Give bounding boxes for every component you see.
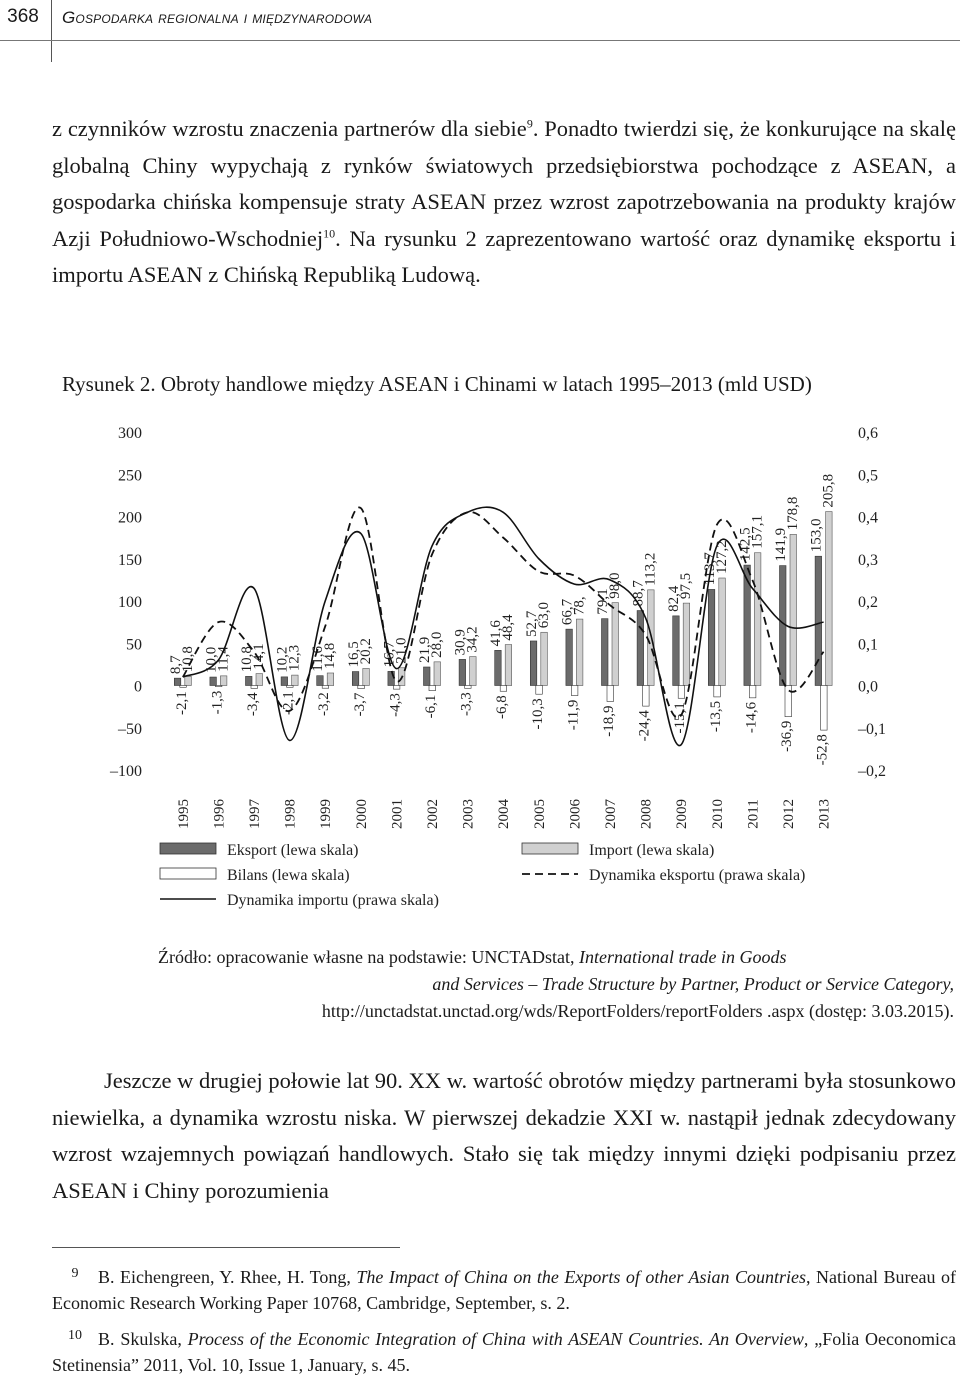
balance-bar	[678, 686, 685, 699]
export-data-label: 16,5	[345, 641, 362, 668]
export-bar	[530, 641, 537, 686]
footnote-title: Process of the Economic Integration of China with ASEAN Countries. An Overview	[187, 1329, 804, 1349]
balance-bar	[714, 686, 721, 697]
left-axis-tick-label: –50	[118, 720, 142, 738]
right-axis-tick-label: 0,5	[858, 467, 878, 485]
category-label: 2002	[425, 799, 441, 829]
balance-data-label: -2,1	[280, 691, 297, 716]
export-data-label: 30,9	[452, 629, 469, 656]
export-data-label: 16,7	[381, 641, 398, 668]
balance-bar	[607, 686, 614, 702]
balance-data-label: -3,2	[316, 692, 333, 716]
balance-data-label: -3,7	[351, 692, 368, 717]
balance-data-label: -36,9	[779, 720, 795, 752]
export-bar	[317, 676, 324, 686]
balance-bar	[429, 686, 436, 691]
right-axis-tick-label: 0,1	[858, 636, 878, 654]
left-axis-tick-label: 100	[118, 594, 142, 611]
import-bar	[327, 673, 334, 686]
footnote-text: B. Skulska,	[98, 1329, 188, 1349]
export-bar	[673, 616, 680, 686]
import-bar	[292, 675, 299, 685]
category-label: 2008	[638, 799, 655, 829]
source-title: International trade in Goods	[578, 947, 787, 967]
balance-bar	[358, 686, 365, 689]
balance-bar	[500, 686, 507, 692]
import-data-label: 98,0	[607, 572, 623, 599]
import-bar	[826, 512, 833, 686]
export-bar	[352, 672, 359, 686]
source-title-cont: and Services – Trade Structure by Partner, Product or Service Category,	[432, 974, 954, 994]
category-label: 1999	[318, 799, 335, 829]
left-axis-tick-label: 250	[118, 467, 142, 485]
balance-data-label: -18,9	[601, 705, 617, 737]
balance-data-label: -4,3	[387, 693, 404, 717]
category-label: 2005	[531, 799, 548, 829]
import-data-label: 28,0	[429, 631, 445, 658]
text-span: . Ponadto twierdzi się, że konkurujące na skalę globalną Chiny wypychają z rynków światowych przedsiębiorstwa pochodzące z ASEAN, a gospodarka chińska kompensuje straty ASEAN przez wzrost zapotrzebowania na produkty krajów Azji Południowo-Wschodniej	[52, 116, 957, 251]
running-title: Gospodarka regionalna i międzynarodowa	[62, 8, 373, 27]
import-data-label: 63,0	[535, 602, 552, 629]
import-bar	[576, 619, 583, 685]
header-rule	[0, 40, 960, 41]
export-data-label: 88,7	[630, 580, 647, 607]
export-data-label: 21,9	[417, 636, 433, 663]
category-label: 2010	[709, 799, 726, 829]
category-label: 2011	[745, 799, 762, 829]
import-bar	[541, 632, 548, 685]
export-data-label: 52,7	[523, 610, 540, 637]
balance-data-label: -6,1	[423, 694, 439, 719]
export-data-label: 10,8	[239, 646, 255, 673]
legend-label: Eksport (lewa skala)	[227, 842, 359, 859]
figure-source	[158, 944, 954, 1025]
import-bar	[470, 657, 477, 686]
export-bar	[566, 629, 573, 685]
import-data-label: 48,4	[500, 614, 517, 641]
right-axis-tick-label: 0,3	[858, 551, 878, 569]
page-number: 368	[7, 6, 39, 27]
legend-label: Import (lewa skala)	[589, 842, 715, 859]
balance-bar	[287, 686, 294, 688]
legend-swatch	[522, 843, 578, 854]
balance-data-label: -52,8	[814, 734, 831, 766]
text-span: . Na rysunku 2 zaprezentowano wartość oraz dynamikę eksportu i importu ASEAN z Chińską Republiką Ludową.	[52, 225, 956, 287]
footnote-ref[interactable]: 9	[526, 116, 533, 131]
export-data-label: 79,1	[595, 588, 611, 615]
header-vertical-rule	[51, 0, 52, 62]
export-data-label: 153,0	[808, 518, 825, 553]
balance-data-label: -11,9	[565, 699, 582, 731]
balance-bar	[571, 686, 578, 696]
balance-data-label: -14,6	[743, 701, 760, 734]
category-label: 1995	[175, 799, 192, 829]
right-axis-tick-label: –0,2	[858, 763, 886, 780]
export-data-label: 11,6	[310, 645, 327, 672]
footnote-number: 10	[68, 1328, 82, 1343]
export-bar	[281, 677, 288, 686]
footnote-10	[52, 1326, 956, 1378]
import-bar	[754, 553, 761, 686]
category-label: 2012	[781, 799, 797, 829]
import-data-label: 205,8	[820, 473, 837, 508]
export-bar	[815, 556, 822, 685]
legend-label: Dynamika eksportu (prawa skala)	[589, 867, 806, 884]
import-data-label: 14,1	[251, 643, 267, 670]
export-bar	[708, 589, 715, 685]
balance-data-label: -1,3	[209, 690, 226, 715]
import-data-label: 10,8	[179, 646, 196, 673]
balance-data-label: -3,4	[245, 692, 261, 717]
export-bar	[174, 678, 181, 685]
export-bar	[424, 667, 431, 686]
balance-bar	[215, 686, 222, 687]
import-data-label: 78,	[571, 596, 588, 616]
body-paragraph-1	[52, 111, 956, 294]
trade-chart	[0, 415, 960, 915]
balance-bar	[393, 686, 400, 690]
balance-data-label: -2,1	[173, 691, 190, 716]
import-data-label: 157,1	[749, 515, 766, 549]
balance-bar	[643, 686, 650, 707]
export-data-label: 8,7	[167, 655, 184, 675]
legend-label: Bilans (lewa skala)	[227, 867, 350, 884]
import-data-label: 14,8	[322, 642, 339, 669]
left-axis-tick-label: 0	[134, 678, 142, 696]
category-label: 2004	[496, 799, 513, 829]
category-label: 2000	[353, 799, 370, 829]
category-label: 2007	[603, 799, 619, 829]
import-data-label: 11,4	[215, 646, 232, 672]
category-label: 2009	[674, 799, 691, 829]
import-data-label: 113,2	[642, 552, 659, 586]
import-data-label: 178,8	[785, 496, 801, 531]
import-bar	[256, 674, 263, 686]
balance-bar	[251, 686, 258, 689]
right-axis-tick-label: 0,2	[858, 594, 878, 611]
category-label: 2001	[389, 799, 406, 829]
export-data-label: 10,0	[203, 646, 220, 674]
export-data-label: 113,7	[701, 552, 718, 586]
right-axis-tick-label: –0,1	[858, 720, 886, 738]
import-bar	[790, 534, 797, 685]
import-bar	[363, 668, 370, 685]
category-label: 1996	[211, 799, 228, 829]
left-axis-tick-label: –100	[110, 763, 142, 780]
export-data-label: 10,2	[274, 646, 291, 673]
text-span: z czynników wzrostu znaczenia partnerów dla siebie	[52, 116, 527, 141]
footnote-rule	[52, 1247, 400, 1248]
export-bar	[246, 676, 253, 685]
export-data-label: 41,6	[488, 620, 505, 647]
category-label: 1997	[247, 799, 263, 829]
balance-data-label: -6,8	[494, 695, 511, 719]
right-axis-tick-label: 0,4	[858, 509, 878, 527]
footnote-9	[52, 1264, 956, 1316]
import-bar	[505, 645, 512, 686]
right-axis-tick-label: 0,6	[858, 425, 878, 442]
export-data-label: 142,5	[737, 527, 754, 562]
import-data-label: 12,3	[286, 644, 303, 672]
legend-swatch	[160, 868, 216, 879]
category-label: 2013	[816, 799, 833, 829]
balance-data-label: -3,3	[458, 692, 475, 717]
balance-bar	[785, 686, 792, 717]
footnote-text: , National Bureau of Economic Research Working Paper 10768, Cambridge, September, s. 2.	[52, 1267, 957, 1313]
category-label: 2006	[567, 799, 584, 829]
right-axis-tick-label: 0,0	[858, 678, 878, 696]
export-bar	[459, 659, 466, 685]
legend-swatch	[160, 843, 216, 854]
left-axis-tick-label: 300	[118, 425, 142, 442]
import-bar	[220, 676, 227, 686]
balance-bar	[180, 686, 187, 688]
import-data-label: 127,2	[713, 540, 730, 575]
footnote-title: The Impact of China on the Exports of other Asian Countries	[356, 1267, 807, 1287]
import-bar	[683, 603, 690, 685]
balance-data-label: -10,3	[529, 698, 546, 730]
export-bar	[210, 677, 217, 685]
import-data-label: 34,2	[464, 626, 481, 653]
footnote-text: B. Eichengreen, Y. Rhee, H. Tong,	[98, 1267, 357, 1287]
source-label: Źródło:	[158, 947, 212, 967]
footnote-number: 9	[71, 1266, 79, 1281]
balance-bar	[322, 686, 329, 689]
export-bar	[637, 611, 644, 686]
export-data-label: 66,7	[559, 598, 576, 626]
balance-bar	[821, 686, 828, 731]
import-data-label: 20,2	[357, 638, 374, 665]
balance-data-label: -24,4	[636, 710, 653, 742]
export-data-label: 141,9	[773, 527, 789, 562]
export-bar	[495, 650, 502, 685]
import-data-label: 21,0	[393, 637, 410, 664]
import-bar	[434, 662, 441, 686]
left-axis-tick-label: 200	[118, 509, 142, 527]
balance-data-label: -13,5	[707, 700, 724, 733]
source-url[interactable]: http://unctadstat.unctad.org/wds/ReportFolders/reportFolders .aspx (dostęp: 3.03.2015).	[321, 1001, 954, 1021]
balance-bar	[749, 686, 756, 698]
footnote-ref[interactable]: 10	[323, 226, 336, 240]
source-text: opracowanie własne na podstawie: UNCTADstat,	[212, 947, 579, 967]
import-bar	[719, 578, 726, 685]
category-label: 1998	[282, 799, 299, 829]
import-bar	[185, 676, 192, 685]
footnote-text: , „Folia Oeconomica Stetinensia” 2011, Vol. 10, Issue 1, January, s. 45.	[52, 1329, 956, 1375]
balance-bar	[465, 686, 472, 689]
import-bar	[612, 603, 619, 686]
body-paragraph-2: Jeszcze w drugiej połowie lat 90. XX w. wartość obrotów między partnerami była stosunkowo niewielka, a dynamika wzrostu niska. W pierwszej dekadzie XXI w. nastąpił jednak zdecydowany wzrost wzajemnych powiązań handlowych. Stało się tak między innymi dzięki podpisaniu przez ASEAN i Chiny porozumienia	[52, 1068, 956, 1203]
import-data-label: 97,5	[678, 572, 695, 600]
export-bar	[602, 619, 609, 686]
balance-bar	[536, 686, 543, 695]
left-axis-tick-label: 150	[118, 551, 142, 569]
export-data-label: 82,4	[666, 585, 683, 612]
left-axis-tick-label: 50	[126, 636, 142, 654]
category-label: 2003	[460, 799, 477, 829]
legend-label: Dynamika importu (prawa skala)	[227, 892, 439, 909]
balance-data-label: -15,1	[672, 702, 689, 734]
figure-caption: Rysunek 2. Obroty handlowe między ASEAN i Chinami w latach 1995–2013 (mld USD)	[62, 372, 812, 396]
